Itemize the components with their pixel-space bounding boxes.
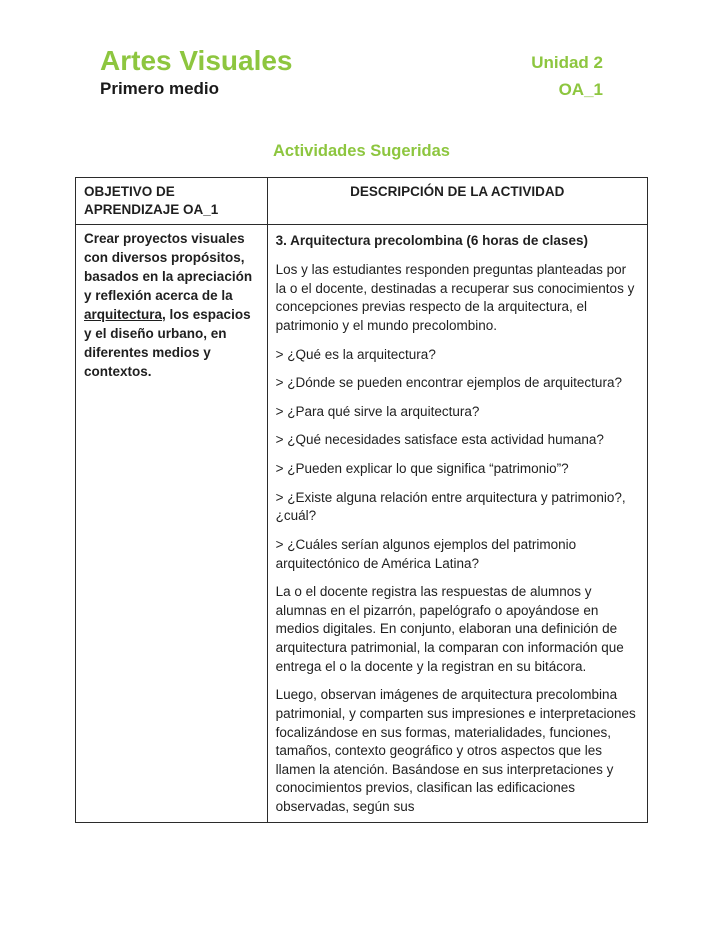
objective-text-after: , los espacios y el diseño urbano, en diferentes medios y contextos.	[84, 307, 251, 379]
question-item: > ¿Cuáles serían algunos ejemplos del patrimonio arquitectónico de América Latina?	[275, 536, 577, 571]
activity-paragraph: Luego, observan imágenes de arquitectura precolombina patrimonial, y comparten sus impresiones e interpretaciones focalizándose en sus formas, materialidades, funciones, tamaños, contexto geográfico y otros aspectos que les llamen la atención. Basándose en sus interpretaciones y conocimientos previos, clasifican las edificaciones observadas, según sus	[275, 687, 636, 815]
question-item: > ¿Dónde se pueden encontrar ejemplos de arquitectura?	[275, 375, 622, 391]
activity-paragraph: La o el docente registra las respuestas de alumnos y alumnas en el pizarrón, papelógrafo o apoyándose en medios digitales. En conjunto, elaboran una definición de arquitectura patrimonial, la comparan con información que entrega el o la docente y la registran en su bitácora.	[275, 584, 624, 674]
header-left	[100, 45, 293, 99]
activity-heading: 3. Arquitectura precolombina (6 horas de clases)	[275, 233, 588, 249]
question-item: > ¿Pueden explicar lo que significa “patrimonio”?	[275, 461, 569, 477]
table-header-row	[76, 178, 648, 225]
objective-text-before: Crear proyectos visuales con diversos propósitos, basados en la apreciación y reflexión acerca de la	[84, 231, 253, 304]
description-cell	[267, 225, 647, 822]
question-item: > ¿Qué necesidades satisface esta actividad humana?	[275, 432, 604, 448]
table-body-row	[76, 225, 648, 822]
objective-header-cell: OBJETIVO DE APRENDIZAJE OA_1	[76, 178, 268, 225]
document-header	[100, 45, 603, 100]
question-item: > ¿Existe alguna relación entre arquitectura y patrimonio?, ¿cuál?	[275, 489, 626, 524]
objective-cell	[76, 225, 268, 822]
activity-table	[75, 177, 648, 823]
header-right	[531, 45, 603, 100]
objective-text-underlined: arquitectura	[84, 307, 163, 322]
oa-label: OA_1	[558, 80, 603, 99]
doc-subtitle: Primero medio	[100, 79, 220, 99]
description-header-cell: DESCRIPCIÓN DE LA ACTIVIDAD	[267, 178, 647, 225]
question-item: > ¿Qué es la arquitectura?	[275, 346, 436, 362]
unit-label: Unidad 2	[531, 53, 603, 72]
section-title: Actividades Sugeridas	[273, 142, 450, 160]
activity-intro: Los y las estudiantes responden preguntas planteadas por la o el docente, destinadas a recuperar sus conocimientos y concepciones previas respecto de la arquitectura, el patrimonio y el mundo precolombino.	[275, 262, 635, 333]
question-item: > ¿Para qué sirve la arquitectura?	[275, 403, 480, 419]
doc-title: Artes Visuales	[100, 45, 293, 76]
